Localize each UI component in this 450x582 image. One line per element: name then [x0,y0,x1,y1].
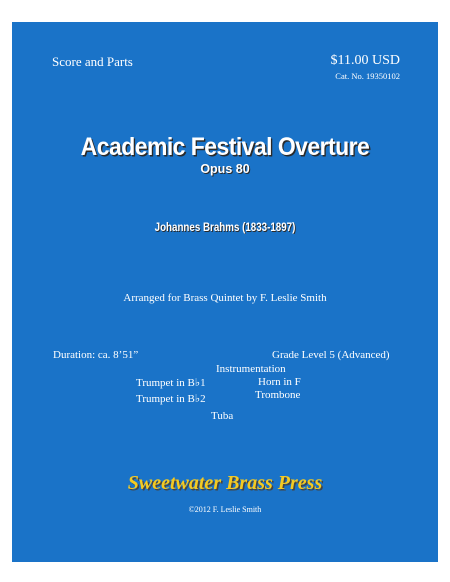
arranger-line: Arranged for Brass Quintet by F. Leslie Smith [123,292,327,304]
grade-level: Grade Level 5 (Advanced) [272,349,390,361]
composer-name: Johannes Brahms (1833-1897) [154,222,296,234]
price-label: $11.00 USD [330,53,400,68]
instrument-trombone: Trombone [255,389,301,401]
instrument-trumpet-2: Trumpet in B♭2 [136,393,206,405]
score-cover [12,22,438,562]
copyright-notice: ©2012 F. Leslie Smith [188,505,262,514]
instrument-horn: Horn in F [258,376,301,388]
work-title: Academic Festival Overture [80,133,370,161]
instrument-trumpet-1: Trumpet in B♭1 [136,377,206,389]
edition-label: Score and Parts [52,54,133,69]
instrument-tuba: Tuba [211,410,234,422]
opus-number: Opus 80 [200,162,250,176]
publisher-logo-text: Sweetwater Brass Press [127,472,323,494]
catalog-number: Cat. No. 19350102 [335,71,400,81]
duration-label: Duration: ca. 8’51” [53,349,139,361]
instrumentation-heading: Instrumentation [216,363,286,375]
